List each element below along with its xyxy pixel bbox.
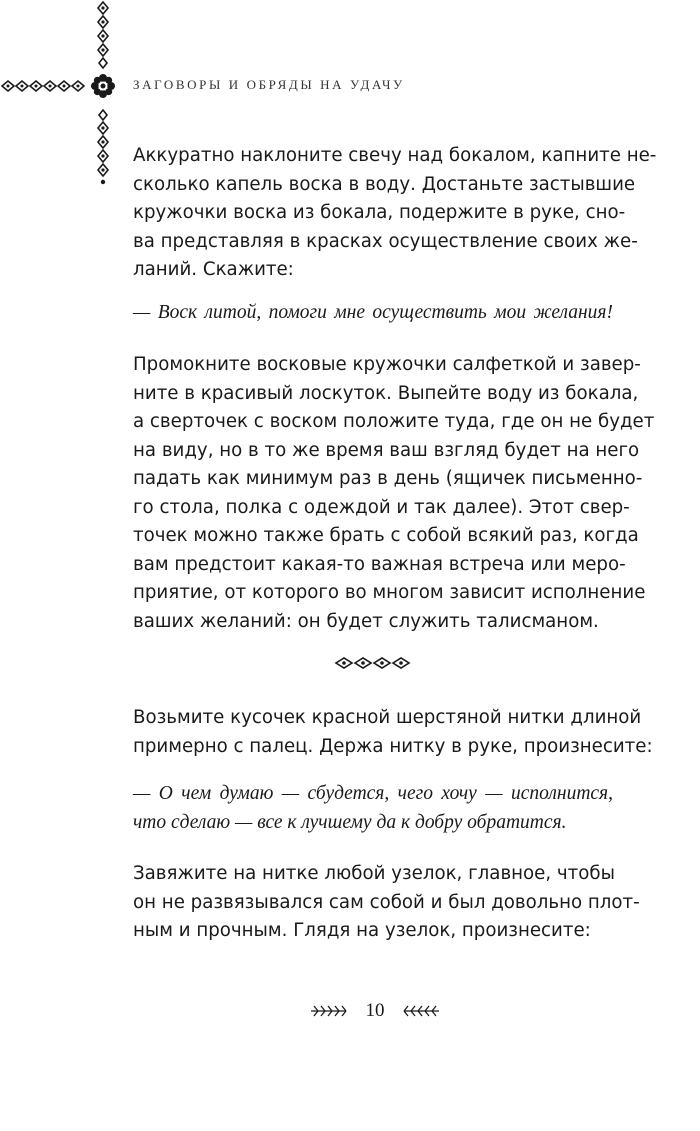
text-line: Промокните восковые кружочки салфеткой и завер- <box>133 354 641 375</box>
page-footer <box>310 1000 440 1022</box>
text-line: точек можно также брать с собой всякий раз, когда <box>133 525 639 546</box>
running-header-title: ЗАГОВОРЫ И ОБРЯДЫ НА УДАЧУ <box>133 77 405 92</box>
right-sprig-icon <box>402 1004 440 1018</box>
text-line: ланий. Скажите: <box>133 259 294 280</box>
text-line: ным и прочным. Глядя на узелок, произнесите: <box>133 920 591 941</box>
text-line: приятие, от которого во многом зависит исполнение <box>133 582 646 603</box>
text-line: сколько капель воска в воду. Достаньте застывшие <box>133 173 636 195</box>
quote-line: — О чем думаю — сбудется, чего хочу — исполнится, <box>133 783 613 804</box>
text-line: Аккуратно наклоните свечу над бокалом, капните не- <box>133 145 657 166</box>
paragraph-2 <box>133 351 655 636</box>
quote-line: — Воск литой, помоги мне осуществить мои желания! <box>133 302 613 323</box>
text-line: Возьмите кусочек красной шерстяной нитки длиной <box>133 707 642 728</box>
text-line: ваших желаний: он будет служить талисманом. <box>133 610 599 632</box>
incantation-quote-2 <box>133 779 613 837</box>
paragraph-1 <box>133 142 657 285</box>
paragraph-3 <box>133 704 653 761</box>
text-line: примерно с палец. Держа нитку в руке, произнесите: <box>133 735 653 757</box>
text-line: на виду, но в то же время ваш взгляд будет на него <box>133 439 640 461</box>
incantation-quote-1 <box>133 298 613 327</box>
text-line: ва представляя в красках осуществление своих же- <box>133 230 638 252</box>
paragraph-4 <box>133 860 640 946</box>
text-line: ните в красивый лоскуток. Выпейте воду из бокала, <box>133 382 639 404</box>
text-line: а сверточек с воском положите туда, где он не будет <box>133 411 655 432</box>
floral-rosette-icon <box>90 73 116 99</box>
text-line: падать как минимум раз в день (ящичек письменно- <box>133 468 643 489</box>
horizontal-ornament-chain-icon <box>0 76 90 96</box>
quote-line: что сделаю — все к лучшему да к добру обратится. <box>133 812 567 833</box>
text-line: он не развязывался сам собой и был довольно плот- <box>133 891 640 913</box>
text-line: вам предстоит какая-то важная встреча или меро- <box>133 553 626 575</box>
page-number: 10 <box>365 1000 385 1021</box>
text-line: кружочки воска из бокала, подержите в руке, сно- <box>133 202 626 223</box>
text-line: Завяжите на нитке любой узелок, главное, чтобы <box>133 863 615 884</box>
diamond-chain-divider-icon <box>334 656 414 670</box>
text-line: го стола, полка с одеждой и так далее). Этот свер- <box>133 496 630 518</box>
